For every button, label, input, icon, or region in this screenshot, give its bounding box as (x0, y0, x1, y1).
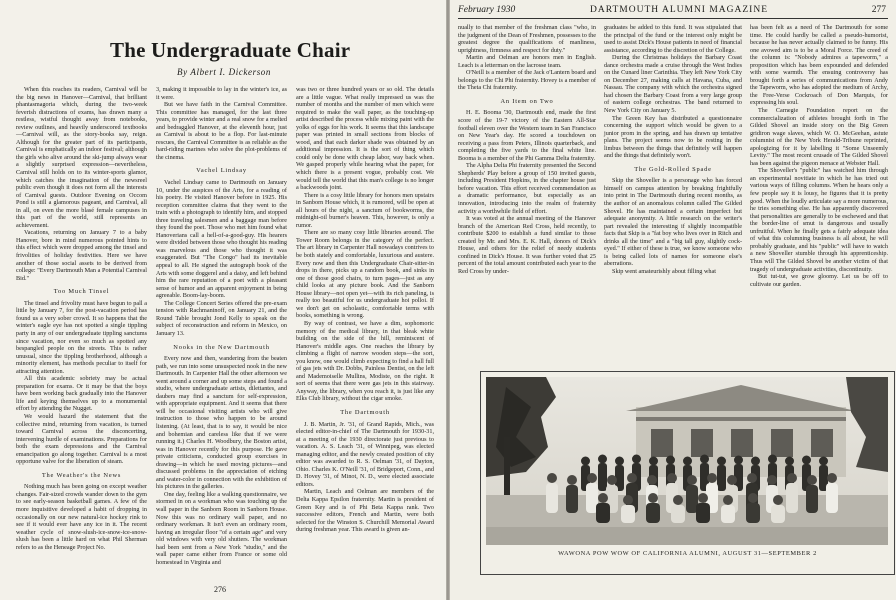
paragraph: By way of contrast, we have a dim, sophomoric memory of the medical library, in that bleak white building on the side of the hill, reminiscent of Hanover's middle ages. One reaches the library by climbing a flight of narrow wooden steps—the sort, you know, one would climb expecting to find a hall full of gas jets with Dr. Dobbs, Painless Dentist, on the left and Mademoiselle Mullins, Modiste, on the right. It sort of seems that there were gas jets in this stairway. Anyway, the library, when you reach it, is just like any Elks Club library, without the cigar smoke. (296, 319, 434, 403)
paragraph: Skip the Shoveller is a personage who has forced himself on campus attention by breaking frightfully into print in The Dartmouth during recent months, as the author of an anomalous column called The Gilded Shovel. He has maintained a certain imperfect but adequate anonymity. A little research on the writer's part revealed the interesting if slightly incompatible facts that Skip is a "fat boy who lives over in Ritch and drinks all the time" and a "big tall guy, slightly cock-eyed." If either of these is true, we know someone who is being called lots of names for someone else's aberrations. (604, 177, 742, 268)
paragraph: There is a cosy little library for honors men upstairs in Sanborn House which, it is rumored, will be open at all hours of the night, a sanctum of bookworms, the midnight-oil burner's heaven. This, however, is only a rumor. (296, 191, 434, 229)
article-byline: By Albert I. Dickerson (177, 67, 272, 77)
group-photo (486, 377, 888, 545)
paragraph: 3, making it impossible to lay in the winter's ice, as it were. (156, 86, 287, 101)
paragraph: has been felt as a need of The Dartmouth for some time. He could hardly be called a pseudo-humorist, because he has never actually claimed to be funny. His one avowed aim is to be a Moral Force. The creed of the column is: "Nobody admires a tapeworm," a proposition which has been expounded and defended with some warmth. The ensuing controversy has brought forth a series of communications from Andy the Tapeworm, who has adopted the medium of Archy, the Free-Verse Cockroach of Don Marquis, for expressing his soul. (750, 24, 888, 107)
paragraph: The tinsel and frivolity must have begun to pall a little by January 7, for the post-vacation period has found us a very sober crowd. It so happens that the winter's eagle eye has not spotted a single tippling party in any of our undergraduate tippling sanctums since vacation, nor even so much as spotted any bespangled people on the streets. This is rather unusual, since the tippling brotherhood, although a minority element, has methods peculiar to itself for attracting attention. (16, 299, 147, 375)
page-number-right: 277 (871, 5, 886, 15)
paragraph: O'Neill is a member of the Jack o'Lantern board and belongs to the Chi Phi fraternity. Hovey is a member of the Theta Chi fraternity. (458, 69, 596, 92)
paragraph: J. B. Martin, Jr. '31, of Grand Rapids, Mich., was elected editor-in-chief of The Dartmouth for 1930-31, at a meeting of the 1930 directorate just previous to vacation. A. S. Leach '31, of Winnipeg, was elected managing editor, and the newly created position of city editor was awarded to R. S. Oelman '31, of Dayton, Ohio. Charles K. O'Neill '31, of Bridgeport, Conn., and D. Hovey '31, of Minot, N. D., were elected associate editors. (296, 420, 434, 488)
paragraph: But tut-tut, we grow gloomy. Let us be off to cultivate our garden. (750, 273, 888, 288)
paragraph: Vacations, returning on January 7 to a baby Hanover, bore in mind numerous pointed hints to this effect which were dropped among the tinsel and frivolities of holiday festivities. Here we have another of those social assets to be derived from college: "Every Dartmouth Man a Potential Carnival Bid." (16, 229, 147, 282)
paragraph: During the Christmas holidays the Barbary Coast dance orchestra made a cruise through the West Indies on the Cunard liner Carinthia. They left New York City on December 27, making calls at Havana, Cuba, and Nassau. The company with which the orchestra signed had chosen the Barbary Coast from a very large group of eastern college orchestras. The band returned to New York City on January 5. (604, 54, 742, 115)
group-photo-image (486, 377, 888, 545)
paragraph: Nothing much has been going on except weather changes. Fair-sized crowds wander down to the gym to see early-season basketball games. A few of the more inquisitive developed a habit of dropping in occasionally on our new natural-ice hockey rink to see if it would ever have any ice in it. The recent weather cycle of snow-slush-ice-snow-ice-snow-slush has been a little hard on what Phil Sherman refers to as the Heneage Project No. (16, 483, 147, 551)
paragraph: Martin, Leach and Oelman are members of the Delta Kappa Epsilon fraternity. Martin is president of Green Key and is of Phi Beta Kappa rank. Two successive editors, French and Martin, were both selected for the Winston S. Churchill Memorial Award during freshman year. This award is given an- (296, 488, 434, 534)
paragraph: The Carnegie Foundation report on the commercialization of athletes brought forth in The Gilded Shovel an inside story on the Big Green gridiron wage slaves, which W. O. McGeehan, astute columnist of the New York Herald-Tribune reprinted, apologizing for it by labelling it "Some Unseemly Levity." The most recent crusade of The Gilded Shovel has been against the pigeon menace at Webster Hall. (750, 107, 888, 167)
paragraph: nually to that member of the freshman class "who, in the judgment of the Dean of Freshmen, possesses to the greatest degree the qualifications of manliness, uprightness, firmness and respect for duty." (458, 24, 596, 54)
right-column-1 (458, 24, 596, 276)
section-heading: Vachel Lindsay (196, 167, 247, 175)
paragraph: We would hazard the statement that the collective mind, returning from vacation, is turned toward Carnival across the disconcerting, intervening hurdle of examinations. Preparations for both the exam depressions and the Carnival emancipation go along together. Carnival is a most opportune valve for the liberation of steam. (16, 412, 147, 466)
paragraph: The College Concert Series offered the pre-exam tension with Rachmaninoff, on January 21, and the Round Table brought Jond Kelly to speak on the subject of reconstruction and reform in Mexico, on January 13. (156, 299, 287, 337)
paragraph: When this reaches its readers, Carnival will be the big news in Hanover—Carnival, that brilliant phantasmagoria which, during the two-week feverish distractions of exams, has drawn many a restless, wistful thought away from notebooks, review outlines, and heavily underscored textbooks—Carnival will, as the story-books say, reign. Although for the greater part of its participants, Carnival is emphatically an indoor festival; although the girls who alive around the ski-jump always wear a slightly surprised expression—nevertheless, Carnival still holds on to its winter-sports glamor, which catches the imagination of the newsreel public even though it does not form all the interests of Carnival guests. Outdoor Evening on Occom Pond is still a glamorous pageant, and Carnival, all in all, on even the more blasé female campuses in this part of the world, still represents an achievement. (16, 86, 147, 229)
paragraph: The Green Key has distributed a questionnaire concerning the support which would be given to a junior prom in the spring, and has drawn up tentative plans. The project seems now to be resting in the limbus between the things that definitely will happen and the things that definitely won't. (604, 114, 742, 160)
right-column-3 (750, 24, 888, 288)
page-number-left: 276 (214, 585, 226, 594)
running-head (450, 5, 896, 19)
right-column-2 (604, 24, 742, 276)
section-heading: The Dartmouth (340, 408, 390, 416)
paragraph: The Alpha Delta Phi fraternity presented the Second Shepherds' Play before a group of 150 invited guests, including President Hopkins, in the chapter house just before vacation. This effort received commendation as a dramatic performance, but especially as an innovation, introducing into the realm of fraternity activity a worthwhile field of effort. (458, 162, 596, 215)
article-headline: The Undergraduate Chair (110, 38, 351, 62)
issue-date: February 1930 (458, 5, 516, 15)
paragraph: But we have faith in the Carnival Committee. This committee has managed, for the last three years, to provide winter and a real snow for a melted and bedraggled Hanover, at the eleventh hour, just as Carnival is about to be a flop. For last-minute rescues, the Carnival Committee is as reliable as the hard-riding marines who solve the plot-problems of the cinema. (156, 101, 287, 161)
paragraph: There are so many cosy little libraries around. The Tower Room belongs in the category of the perfect. The art library in Carpenter Hall nowadays contrives to be both stately and comfortable, luxurious and austere. Every now and then this Undergraduate Chair-sitter-in drops in there, picks up a random book, and sinks in one of those good chairs, to turn pages—just as any child looks at any picture book. And the Sanborn House library—not open yet—with its rich paneling, is really too beautiful for us undergraduate hoi polloi. If we don't get on scholastic, comfortable terms with books, something is wrong. (296, 229, 434, 320)
section-heading: Nooks in the New Dartmouth (173, 343, 270, 351)
paragraph: The Shoveller's "public" has watched him through an experimental novitiate in which he has tried out various ways of filling columns. When he hears only a few people say it is lousy, he figures that it is pretty good. When the loudly articulate say a more numerous, he tries something else. He has apparently discovered that personalities are generally to be eschewed and that the border-line of smut is dangerous and usually unfruitful. When he finally gets a fairly adequate idea of what this columning business is all about, he will probably graduate, and his "public" will have to watch a new Shoveller stumble through his apprenticeship. Thus will The Gilded Shovel be another victim of that tragedy of undergraduate activities, discontinuity. (750, 167, 888, 273)
photo-caption: WAWONA POW WOW OF CALIFORNIA ALUMNI, AUGUST 31—SEPTEMBER 2 (558, 550, 817, 557)
section-heading: Too Much Tinsel (53, 288, 110, 296)
paragraph: Vachel Lindsay came to Dartmouth on January 10, under the auspices of the Arts, for a reading of his poetry. He visited Hanover before in 1925. His reception committee claims that they went to the train with a photograph to identify him, and stopped three traveling salesmen and a baggage man before they found the poet. Those who met him found what Hanoverians call a hell-of-a-good-guy. His hearers were divided between those who thought his reading was marvelous and those who thought it was exaggerated. But "The Congo" had its inevitable appeal to all. He signed the autograph book of the Arts with some doggerel and a daisy, and left behind him the rare reputation of a poet with a pleasant sense of humor and an apparent enjoyment in being agreeable. Boom-lay-boom. (156, 179, 287, 300)
paragraph: All this academic sobriety may be actual preparation for exams. Or it may be that the boys have been working back gradually into the Hanover life and keying themselves up to a monumental effort by attending the Nugget. (16, 375, 147, 413)
paragraph: It was voted at the annual meeting of the Hanover branch of the American Red Cross, held recently, to contribute $200 to establish a fund similar to those created by Mr. and Mrs. E. K. Hall, donors of Dick's House, and others for the relief of needy students confined in Dick's House. It was further voted that 25 percent of the total amount contributed each year to the Red Cross by under- (458, 215, 596, 275)
section-heading: The Gold-Rolled Spade (634, 165, 712, 173)
left-page (0, 0, 446, 600)
paragraph: Every now and then, wandering from the beaten path, we run into some unsuspected nook in the new Dartmouth. In Carpenter Hall the other afternoon we went around a corner and up some steps and found a studio, where undergraduate artists, dilettantes, and daubers may find a sanctum for self-expression, with appropriate equipment. And it seems that there will be occasional visiting artists who will give instruction to those who happen to be around listening. (At least, that is to say, it would be nice and bohemian and careless like that if we were running it.) Charles H. Woodbury, the Boston artist, was in Hanover recently for this purpose. He gave private criticisms, conducted group exercises in drawing—in which he used moving pictures—and discussed problems in the appreciation of etching and water-color in connection with the exhibition of his pictures in the galleries. (156, 355, 287, 491)
right-page (450, 0, 896, 600)
paragraph: graduates be added to this fund. It was stipulated that the principal of the fund or the interest only might be used to assist Dick's House patients in need of financial assistance, according to the discretion of the College. (604, 24, 742, 54)
left-column-2 (156, 86, 287, 566)
left-column-1 (16, 86, 147, 551)
paragraph: Skip went amateurishly about filling what (612, 267, 716, 275)
paragraph: One day, feeling like a walking questionnaire, we stormed in on a workman who was touching up the wall paper in the Sanborn Room in Sanborn House. Now this was no ordinary wall paper, and no ordinary workman. It isn't even an ordinary room, having an irregular floor "of a certain age" and very old windows with very old shutters. The workman had been sent from a New York "studio," and the wall paper came either from France or some old homestead in Virginia and (156, 490, 287, 566)
paragraph: H. E. Booma '30, Dartmouth end, made the first score of the 19-7 victory of the Eastern All-Star football eleven over the Western team in San Francisco on New Year's day. He scored a touchdown on receiving a pass from Peters, Illinois quarterback, and completing the five yards to the final white line. Booma is a member of the Phi Gamma Delta fraternity. (458, 109, 596, 162)
magazine-title: DARTMOUTH ALUMNI MAGAZINE (590, 5, 769, 15)
section-heading: The Weather's the News (41, 471, 122, 479)
photo-frame (480, 371, 895, 575)
left-column-3 (296, 86, 434, 534)
header-rule (458, 18, 888, 19)
section-heading: An Item on Two (500, 97, 554, 105)
paragraph: was two or three hundred years or so old. The details are a little vague. What really impressed us was the number of months and the number of men which were required to make the wall paper, as the touching-up artist described the process while mixing paint with the yolks of eggs for his work. It seems that this landscape paper was printed in small sections from blocks of wood, and that each darker shade was obtained by an additional impression. It is the sort of thing which could only be done with cheap labor, way back when. We gasped properly while hearing what the paper, for which there is a present vogue, probably cost. We would tell the world that this man's college is no longer a backwoods joint. (296, 86, 434, 192)
paragraph: Martin and Oelman are honors men in English. Leach is a letterman on the lacrosse team. (458, 54, 596, 69)
